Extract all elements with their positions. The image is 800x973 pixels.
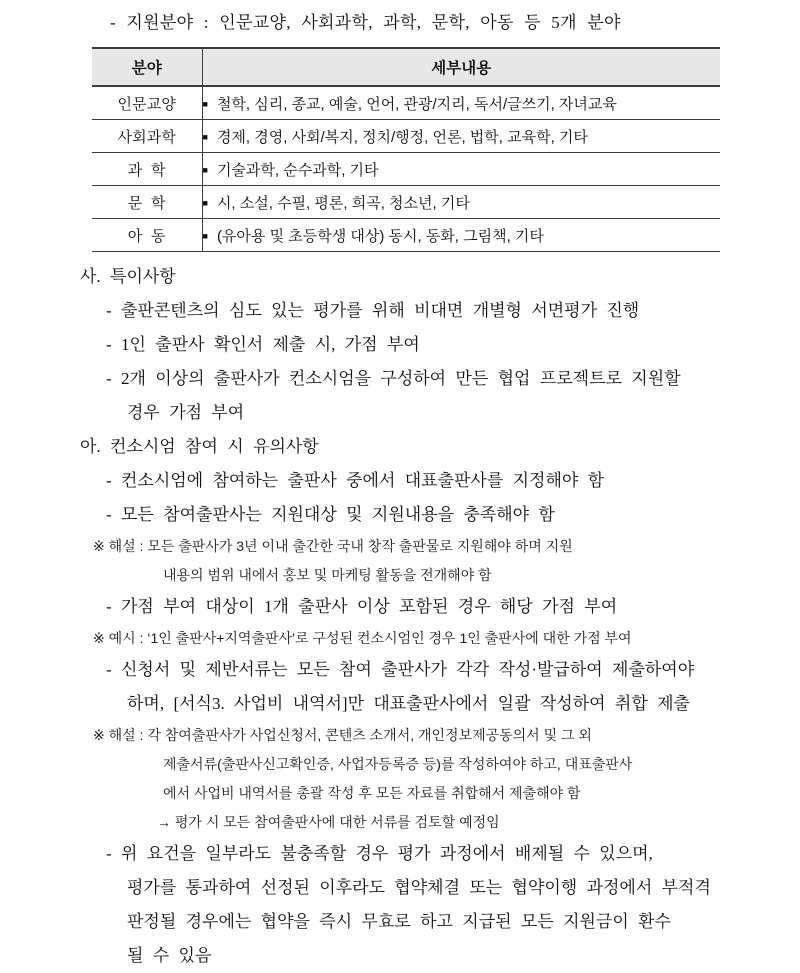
detail-cell — [202, 186, 720, 219]
detail-text: 경제, 경영, 사회/복지, 정치/행정, 언론, 법학, 교육학, 기타 — [216, 128, 588, 146]
note-line: ※ 해설 : 각 참여출판사가 사업신청서, 콘텐츠 소개서, 개인정보제공동의서 및 그 외 — [93, 727, 592, 743]
dash-item-continuation: 평가를 통과하여 선정된 이후라도 협약체결 또는 협약이행 과정에서 부적격 — [127, 878, 711, 897]
dash-item-continuation: 경우 가점 부여 — [127, 403, 245, 422]
field-table — [92, 47, 720, 252]
dash-item-continuation: 판정될 경우에는 협약을 즉시 무효로 하고 지급된 모든 지원금이 환수 — [127, 912, 671, 931]
detail-text: 철학, 심리, 종교, 예술, 언어, 관광/지리, 독서/글쓰기, 자녀교육 — [216, 95, 617, 113]
dash-item: - 모든 참여출판사는 지원대상 및 지원내용을 충족해야 함 — [106, 505, 555, 524]
dash-item: - 컨소시엄에 참여하는 출판사 중에서 대표출판사를 지정해야 함 — [106, 471, 605, 490]
section-heading: 사. 특이사항 — [80, 267, 176, 286]
dash-item: - 2개 이상의 출판사가 컨소시엄을 구성하여 만든 협업 프로젝트로 지원할 — [106, 369, 681, 388]
body-text — [0, 260, 800, 973]
detail-cell — [202, 86, 720, 120]
dash-item: - 가점 부여 대상이 1개 출판사 이상 포함된 경우 해당 가점 부여 — [106, 597, 618, 616]
section-heading: 아. 컨소시엄 참여 시 유의사항 — [80, 437, 319, 456]
field-table-body — [92, 86, 720, 252]
detail-text: 시, 소설, 수필, 평론, 희곡, 청소년, 기타 — [216, 194, 470, 212]
dash-item: - 위 요건을 일부라도 불충족할 경우 평가 과정에서 배제될 수 있으며, — [106, 844, 653, 863]
dash-item: - 신청서 및 제반서류는 모든 참여 출판사가 각각 작성·발급하여 제출하여야 — [106, 660, 695, 679]
detail-cell — [202, 219, 720, 252]
note-line-continuation: 제출서류(출판사신고확인증, 사업자등록증 등)를 작성하여야 하고, 대표출판사 — [163, 756, 633, 772]
note-line: ※ 예시 : ‘1인 출판사+지역출판사’로 구성된 컨소시엄인 경우 1인 출판사에 대한 가점 부여 — [93, 630, 632, 646]
note-line-continuation: 에서 사업비 내역서를 총괄 작성 후 모든 자료를 취합해서 제출해야 함 — [163, 785, 581, 801]
dash-item: - 1인 출판사 확인서 제출 시, 가점 부여 — [106, 335, 420, 354]
note-line: ※ 해설 : 모든 출판사가 3년 이내 출간한 국내 창작 출판물로 지원해야 하며 지원 — [93, 538, 573, 554]
category-cell: 사회과학 — [92, 120, 202, 153]
detail-text: 기술과학, 순수과학, 기타 — [216, 161, 379, 179]
dash-item: - 출판콘텐츠의 심도 있는 평가를 위해 비대면 개별형 서면평가 진행 — [106, 301, 640, 320]
square-bullet-icon: ■ — [202, 231, 208, 241]
category-cell: 아 동 — [92, 219, 202, 252]
table-header-row — [92, 48, 720, 86]
support-fields-line: - 지원분야 : 인문교양, 사회과학, 과학, 문학, 아동 등 5개 분야 — [110, 13, 621, 32]
note-line-continuation: 내용의 범위 내에서 홍보 및 마케팅 활동을 전개해야 함 — [163, 567, 492, 583]
note-arrow-line: → 평가 시 모든 참여출판사에 대한 서류를 검토할 예정임 — [157, 814, 500, 830]
table-row — [92, 86, 720, 120]
dash-item-continuation: 될 수 있음 — [127, 946, 212, 965]
category-cell: 문 학 — [92, 186, 202, 219]
square-bullet-icon: ■ — [202, 165, 208, 175]
category-cell: 인문교양 — [92, 86, 202, 120]
column-header-category: 분야 — [92, 48, 202, 86]
category-cell: 과 학 — [92, 153, 202, 186]
column-header-detail: 세부내용 — [202, 48, 720, 86]
square-bullet-icon: ■ — [202, 198, 208, 208]
table-row — [92, 219, 720, 252]
dash-item-continuation: 하며, [서식3. 사업비 내역서]만 대표출판사에서 일괄 작성하여 취합 제출 — [127, 694, 690, 713]
table-row — [92, 120, 720, 153]
table-row — [92, 153, 720, 186]
square-bullet-icon: ■ — [202, 99, 208, 109]
detail-text: (유아용 및 초등학생 대상) 동시, 동화, 그림책, 기타 — [216, 227, 544, 245]
detail-cell — [202, 153, 720, 186]
document-page — [0, 8, 800, 965]
table-row — [92, 186, 720, 219]
square-bullet-icon: ■ — [202, 132, 208, 142]
detail-cell — [202, 120, 720, 153]
